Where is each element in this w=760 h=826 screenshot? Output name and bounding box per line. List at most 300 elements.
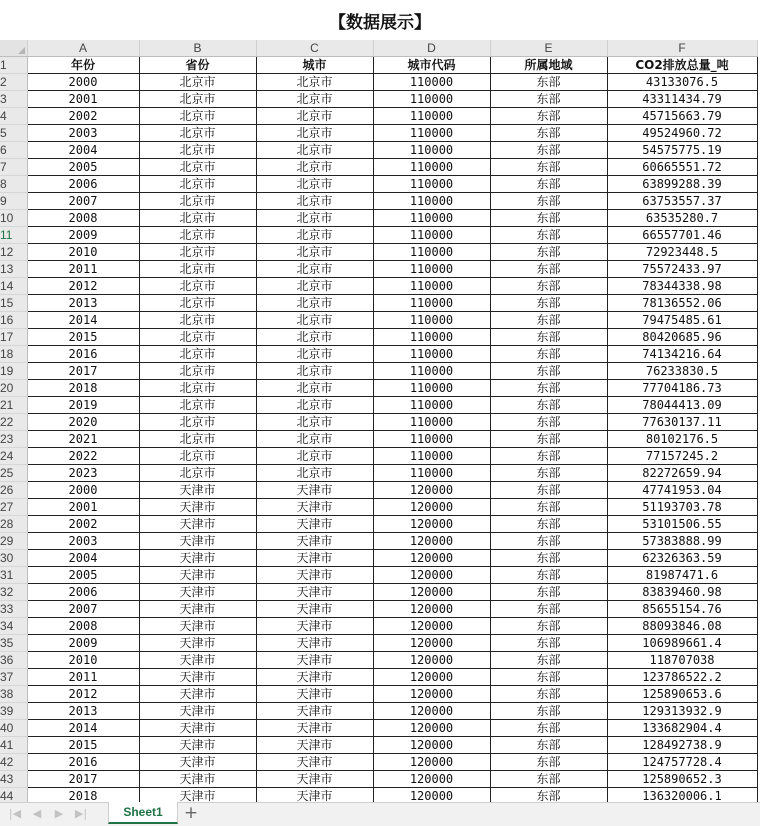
cell-city-code[interactable]: 110000: [373, 278, 490, 295]
cell-co2[interactable]: 53101506.55: [607, 516, 757, 533]
cell-year[interactable]: 2016: [27, 346, 139, 363]
cell-region[interactable]: 东部: [490, 108, 607, 125]
cell-year[interactable]: 2023: [27, 465, 139, 482]
cell-city[interactable]: 北京市: [256, 74, 373, 91]
cell-city[interactable]: 北京市: [256, 329, 373, 346]
cell-province[interactable]: 天津市: [139, 567, 256, 584]
cell-region[interactable]: 东部: [490, 465, 607, 482]
cell-city[interactable]: 北京市: [256, 176, 373, 193]
cell-province[interactable]: 天津市: [139, 788, 256, 803]
cell-city-code[interactable]: 110000: [373, 193, 490, 210]
cell-city-code[interactable]: 110000: [373, 397, 490, 414]
cell-co2[interactable]: 136320006.1: [607, 788, 757, 803]
cell-city-code[interactable]: 110000: [373, 312, 490, 329]
cell-city-code[interactable]: 110000: [373, 363, 490, 380]
cell-co2[interactable]: 78344338.98: [607, 278, 757, 295]
cell-province[interactable]: 北京市: [139, 278, 256, 295]
row-number[interactable]: 26: [0, 482, 27, 499]
cell-city-code[interactable]: 120000: [373, 618, 490, 635]
cell-city[interactable]: 天津市: [256, 686, 373, 703]
cell-region[interactable]: 东部: [490, 227, 607, 244]
cell-region[interactable]: 东部: [490, 652, 607, 669]
row-number[interactable]: 19: [0, 363, 27, 380]
cell-city-code[interactable]: 110000: [373, 244, 490, 261]
cell-city[interactable]: 北京市: [256, 312, 373, 329]
cell-co2[interactable]: 77630137.11: [607, 414, 757, 431]
cell-city-code[interactable]: 110000: [373, 448, 490, 465]
cell-region[interactable]: 东部: [490, 74, 607, 91]
cell-year[interactable]: 2008: [27, 618, 139, 635]
next-sheet-icon[interactable]: ▶: [54, 807, 64, 820]
cell-year[interactable]: 2001: [27, 499, 139, 516]
cell-city[interactable]: 北京市: [256, 159, 373, 176]
cell-year[interactable]: 2000: [27, 74, 139, 91]
row-number[interactable]: 34: [0, 618, 27, 635]
cell-city[interactable]: 天津市: [256, 618, 373, 635]
cell-province[interactable]: 天津市: [139, 499, 256, 516]
row-number[interactable]: 6: [0, 142, 27, 159]
row-number[interactable]: 4: [0, 108, 27, 125]
cell-city[interactable]: 天津市: [256, 703, 373, 720]
cell-co2[interactable]: 57383888.99: [607, 533, 757, 550]
row-number[interactable]: 42: [0, 754, 27, 771]
cell-co2[interactable]: 124757728.4: [607, 754, 757, 771]
cell-region[interactable]: 东部: [490, 414, 607, 431]
row-number[interactable]: 23: [0, 431, 27, 448]
cell-city-code[interactable]: 110000: [373, 176, 490, 193]
cell-city[interactable]: 天津市: [256, 584, 373, 601]
cell-region[interactable]: 东部: [490, 448, 607, 465]
cell-city-code[interactable]: 120000: [373, 754, 490, 771]
cell-region[interactable]: 东部: [490, 754, 607, 771]
cell-province[interactable]: 北京市: [139, 227, 256, 244]
row-number[interactable]: 5: [0, 125, 27, 142]
cell-city[interactable]: 北京市: [256, 414, 373, 431]
last-sheet-icon[interactable]: ▶|: [74, 807, 88, 820]
cell-year[interactable]: 2003: [27, 533, 139, 550]
spreadsheet-grid[interactable]: [0, 40, 760, 802]
select-all-corner[interactable]: [0, 40, 27, 57]
cell-city-code[interactable]: 120000: [373, 567, 490, 584]
cell-region[interactable]: 东部: [490, 431, 607, 448]
cell-region[interactable]: 东部: [490, 618, 607, 635]
cell-province[interactable]: 天津市: [139, 771, 256, 788]
cell-region[interactable]: 东部: [490, 788, 607, 803]
cell-province[interactable]: 北京市: [139, 431, 256, 448]
cell-year[interactable]: 2012: [27, 278, 139, 295]
cell-city-code[interactable]: 120000: [373, 601, 490, 618]
row-number[interactable]: 17: [0, 329, 27, 346]
cell-province[interactable]: 天津市: [139, 737, 256, 754]
cell-city[interactable]: 天津市: [256, 482, 373, 499]
cell-co2[interactable]: 60665551.72: [607, 159, 757, 176]
cell-co2[interactable]: 43311434.79: [607, 91, 757, 108]
cell-city[interactable]: 天津市: [256, 720, 373, 737]
cell-city[interactable]: 北京市: [256, 244, 373, 261]
column-header-a[interactable]: A: [27, 40, 139, 57]
cell-province[interactable]: 北京市: [139, 448, 256, 465]
row-number[interactable]: 32: [0, 584, 27, 601]
cell-city[interactable]: 北京市: [256, 193, 373, 210]
row-number[interactable]: 12: [0, 244, 27, 261]
cell-year[interactable]: 2001: [27, 91, 139, 108]
cell-city[interactable]: 北京市: [256, 227, 373, 244]
cell-city-code[interactable]: 120000: [373, 686, 490, 703]
row-number[interactable]: 35: [0, 635, 27, 652]
cell-year[interactable]: 2022: [27, 448, 139, 465]
cell-city[interactable]: 北京市: [256, 397, 373, 414]
cell-region[interactable]: 东部: [490, 737, 607, 754]
cell-province[interactable]: 天津市: [139, 550, 256, 567]
cell-region[interactable]: 东部: [490, 244, 607, 261]
row-number[interactable]: 43: [0, 771, 27, 788]
cell-co2[interactable]: 63535280.7: [607, 210, 757, 227]
row-number[interactable]: 16: [0, 312, 27, 329]
cell-region[interactable]: 东部: [490, 397, 607, 414]
cell-city[interactable]: 天津市: [256, 567, 373, 584]
row-number[interactable]: 10: [0, 210, 27, 227]
row-number[interactable]: 21: [0, 397, 27, 414]
cell-city-code[interactable]: 110000: [373, 210, 490, 227]
cell-co2[interactable]: 118707038: [607, 652, 757, 669]
cell-city-code[interactable]: 120000: [373, 652, 490, 669]
cell-city-code[interactable]: 110000: [373, 74, 490, 91]
cell-co2[interactable]: 76233830.5: [607, 363, 757, 380]
cell-co2[interactable]: 78136552.06: [607, 295, 757, 312]
cell-city-code[interactable]: 120000: [373, 550, 490, 567]
cell-city[interactable]: 北京市: [256, 210, 373, 227]
cell-city[interactable]: 北京市: [256, 261, 373, 278]
cell-year[interactable]: 2017: [27, 771, 139, 788]
cell-co2[interactable]: 47741953.04: [607, 482, 757, 499]
cell-province[interactable]: 北京市: [139, 176, 256, 193]
cell-province[interactable]: 北京市: [139, 380, 256, 397]
cell-city-code[interactable]: 120000: [373, 516, 490, 533]
row-number[interactable]: 39: [0, 703, 27, 720]
cell-year[interactable]: 2016: [27, 754, 139, 771]
cell-co2[interactable]: 63753557.37: [607, 193, 757, 210]
cell-province[interactable]: 北京市: [139, 363, 256, 380]
cell-co2[interactable]: 72923448.5: [607, 244, 757, 261]
cell-city[interactable]: 北京市: [256, 448, 373, 465]
cell-province[interactable]: 天津市: [139, 720, 256, 737]
cell-year[interactable]: 2014: [27, 720, 139, 737]
cell-city[interactable]: 天津市: [256, 737, 373, 754]
cell-city-code[interactable]: 120000: [373, 499, 490, 516]
cell-city-code[interactable]: 110000: [373, 295, 490, 312]
cell-year[interactable]: 2002: [27, 516, 139, 533]
cell-co2[interactable]: 80102176.5: [607, 431, 757, 448]
cell-co2[interactable]: 106989661.4: [607, 635, 757, 652]
cell-city-code[interactable]: 120000: [373, 720, 490, 737]
header-cell-region[interactable]: 所属地域: [490, 57, 607, 74]
row-number[interactable]: 29: [0, 533, 27, 550]
row-number[interactable]: 38: [0, 686, 27, 703]
cell-co2[interactable]: 49524960.72: [607, 125, 757, 142]
cell-city-code[interactable]: 120000: [373, 669, 490, 686]
row-number[interactable]: 11: [0, 227, 27, 244]
cell-city-code[interactable]: 110000: [373, 346, 490, 363]
cell-region[interactable]: 东部: [490, 703, 607, 720]
cell-city-code[interactable]: 110000: [373, 431, 490, 448]
cell-city-code[interactable]: 110000: [373, 159, 490, 176]
header-cell-city-code[interactable]: 城市代码: [373, 57, 490, 74]
cell-city-code[interactable]: 110000: [373, 261, 490, 278]
cell-city-code[interactable]: 120000: [373, 788, 490, 803]
cell-city[interactable]: 天津市: [256, 652, 373, 669]
row-number[interactable]: 24: [0, 448, 27, 465]
cell-city[interactable]: 天津市: [256, 601, 373, 618]
cell-region[interactable]: 东部: [490, 686, 607, 703]
cell-province[interactable]: 天津市: [139, 686, 256, 703]
row-number[interactable]: 36: [0, 652, 27, 669]
cell-co2[interactable]: 43133076.5: [607, 74, 757, 91]
cell-province[interactable]: 北京市: [139, 74, 256, 91]
cell-year[interactable]: 2014: [27, 312, 139, 329]
cell-year[interactable]: 2009: [27, 227, 139, 244]
cell-city[interactable]: 天津市: [256, 788, 373, 803]
cell-region[interactable]: 东部: [490, 142, 607, 159]
cell-province[interactable]: 天津市: [139, 482, 256, 499]
cell-year[interactable]: 2007: [27, 193, 139, 210]
cell-region[interactable]: 东部: [490, 533, 607, 550]
cell-city-code[interactable]: 120000: [373, 533, 490, 550]
cell-region[interactable]: 东部: [490, 363, 607, 380]
cell-province[interactable]: 北京市: [139, 244, 256, 261]
cell-province[interactable]: 北京市: [139, 397, 256, 414]
cell-year[interactable]: 2018: [27, 788, 139, 803]
row-number[interactable]: 20: [0, 380, 27, 397]
cell-region[interactable]: 东部: [490, 635, 607, 652]
cell-region[interactable]: 东部: [490, 499, 607, 516]
cell-province[interactable]: 北京市: [139, 312, 256, 329]
cell-region[interactable]: 东部: [490, 329, 607, 346]
cell-year[interactable]: 2006: [27, 176, 139, 193]
cell-province[interactable]: 北京市: [139, 159, 256, 176]
cell-year[interactable]: 2002: [27, 108, 139, 125]
cell-region[interactable]: 东部: [490, 261, 607, 278]
cell-city[interactable]: 北京市: [256, 278, 373, 295]
cell-year[interactable]: 2013: [27, 703, 139, 720]
header-cell-city[interactable]: 城市: [256, 57, 373, 74]
cell-city[interactable]: 天津市: [256, 533, 373, 550]
cell-city-code[interactable]: 120000: [373, 635, 490, 652]
cell-province[interactable]: 天津市: [139, 584, 256, 601]
cell-co2[interactable]: 66557701.46: [607, 227, 757, 244]
prev-sheet-icon[interactable]: ◀: [32, 807, 42, 820]
row-number[interactable]: 13: [0, 261, 27, 278]
cell-province[interactable]: 北京市: [139, 295, 256, 312]
cell-region[interactable]: 东部: [490, 91, 607, 108]
row-number[interactable]: 40: [0, 720, 27, 737]
cell-city-code[interactable]: 110000: [373, 329, 490, 346]
cell-co2[interactable]: 81987471.6: [607, 567, 757, 584]
cell-year[interactable]: 2018: [27, 380, 139, 397]
cell-region[interactable]: 东部: [490, 516, 607, 533]
cell-year[interactable]: 2011: [27, 669, 139, 686]
cell-province[interactable]: 北京市: [139, 329, 256, 346]
cell-province[interactable]: 北京市: [139, 142, 256, 159]
cell-co2[interactable]: 63899288.39: [607, 176, 757, 193]
cell-city-code[interactable]: 110000: [373, 91, 490, 108]
cell-city[interactable]: 天津市: [256, 771, 373, 788]
cell-region[interactable]: 东部: [490, 669, 607, 686]
cell-city[interactable]: 天津市: [256, 669, 373, 686]
cell-city-code[interactable]: 120000: [373, 584, 490, 601]
cell-region[interactable]: 东部: [490, 567, 607, 584]
cell-region[interactable]: 东部: [490, 482, 607, 499]
cell-year[interactable]: 2015: [27, 737, 139, 754]
cell-city[interactable]: 北京市: [256, 91, 373, 108]
header-cell-co2[interactable]: CO2排放总量_吨: [607, 57, 757, 74]
cell-city-code[interactable]: 110000: [373, 380, 490, 397]
cell-city[interactable]: 天津市: [256, 499, 373, 516]
first-sheet-icon[interactable]: |◀: [8, 807, 22, 820]
cell-co2[interactable]: 77704186.73: [607, 380, 757, 397]
cell-region[interactable]: 东部: [490, 380, 607, 397]
cell-year[interactable]: 2012: [27, 686, 139, 703]
row-number[interactable]: 27: [0, 499, 27, 516]
cell-city-code[interactable]: 110000: [373, 142, 490, 159]
row-number[interactable]: 18: [0, 346, 27, 363]
add-sheet-icon[interactable]: +: [183, 803, 199, 823]
cell-co2[interactable]: 85655154.76: [607, 601, 757, 618]
cell-region[interactable]: 东部: [490, 720, 607, 737]
cell-year[interactable]: 2008: [27, 210, 139, 227]
cell-year[interactable]: 2019: [27, 397, 139, 414]
cell-province[interactable]: 北京市: [139, 91, 256, 108]
cell-co2[interactable]: 77157245.2: [607, 448, 757, 465]
cell-province[interactable]: 北京市: [139, 261, 256, 278]
cell-province[interactable]: 天津市: [139, 516, 256, 533]
cell-city-code[interactable]: 120000: [373, 482, 490, 499]
cell-year[interactable]: 2010: [27, 244, 139, 261]
cell-co2[interactable]: 88093846.08: [607, 618, 757, 635]
cell-co2[interactable]: 129313932.9: [607, 703, 757, 720]
cell-city[interactable]: 北京市: [256, 125, 373, 142]
row-number[interactable]: 28: [0, 516, 27, 533]
cell-region[interactable]: 东部: [490, 125, 607, 142]
cell-year[interactable]: 2017: [27, 363, 139, 380]
cell-city[interactable]: 天津市: [256, 516, 373, 533]
cell-year[interactable]: 2013: [27, 295, 139, 312]
cell-region[interactable]: 东部: [490, 176, 607, 193]
cell-province[interactable]: 天津市: [139, 601, 256, 618]
cell-year[interactable]: 2011: [27, 261, 139, 278]
cell-year[interactable]: 2010: [27, 652, 139, 669]
cell-region[interactable]: 东部: [490, 346, 607, 363]
row-number[interactable]: 33: [0, 601, 27, 618]
cell-co2[interactable]: 79475485.61: [607, 312, 757, 329]
cell-city-code[interactable]: 110000: [373, 414, 490, 431]
column-header-f[interactable]: F: [607, 40, 757, 57]
row-number[interactable]: 25: [0, 465, 27, 482]
cell-year[interactable]: 2005: [27, 159, 139, 176]
row-number[interactable]: 1: [0, 57, 27, 74]
row-number[interactable]: 3: [0, 91, 27, 108]
cell-region[interactable]: 东部: [490, 210, 607, 227]
cell-city-code[interactable]: 120000: [373, 771, 490, 788]
row-number[interactable]: 2: [0, 74, 27, 91]
cell-region[interactable]: 东部: [490, 771, 607, 788]
cell-region[interactable]: 东部: [490, 312, 607, 329]
cell-city[interactable]: 北京市: [256, 380, 373, 397]
cell-province[interactable]: 天津市: [139, 618, 256, 635]
row-number[interactable]: 7: [0, 159, 27, 176]
cell-province[interactable]: 天津市: [139, 669, 256, 686]
cell-year[interactable]: 2015: [27, 329, 139, 346]
cell-co2[interactable]: 82272659.94: [607, 465, 757, 482]
cell-city[interactable]: 北京市: [256, 142, 373, 159]
cell-city-code[interactable]: 120000: [373, 737, 490, 754]
cell-co2[interactable]: 62326363.59: [607, 550, 757, 567]
cell-region[interactable]: 东部: [490, 159, 607, 176]
cell-province[interactable]: 天津市: [139, 754, 256, 771]
cell-city[interactable]: 北京市: [256, 363, 373, 380]
row-number[interactable]: 14: [0, 278, 27, 295]
cell-province[interactable]: 北京市: [139, 108, 256, 125]
header-cell-year[interactable]: 年份: [27, 57, 139, 74]
cell-co2[interactable]: 125890652.3: [607, 771, 757, 788]
cell-city-code[interactable]: 110000: [373, 108, 490, 125]
cell-province[interactable]: 天津市: [139, 533, 256, 550]
cell-province[interactable]: 北京市: [139, 193, 256, 210]
cell-region[interactable]: 东部: [490, 584, 607, 601]
cell-city[interactable]: 天津市: [256, 754, 373, 771]
cell-province[interactable]: 北京市: [139, 125, 256, 142]
cell-co2[interactable]: 123786522.2: [607, 669, 757, 686]
cell-year[interactable]: 2005: [27, 567, 139, 584]
cell-year[interactable]: 2003: [27, 125, 139, 142]
cell-region[interactable]: 东部: [490, 550, 607, 567]
row-number[interactable]: 15: [0, 295, 27, 312]
cell-city-code[interactable]: 110000: [373, 227, 490, 244]
row-number[interactable]: 9: [0, 193, 27, 210]
cell-city-code[interactable]: 110000: [373, 125, 490, 142]
cell-province[interactable]: 北京市: [139, 346, 256, 363]
cell-province[interactable]: 北京市: [139, 210, 256, 227]
column-header-b[interactable]: B: [139, 40, 256, 57]
cell-year[interactable]: 2004: [27, 142, 139, 159]
cell-city[interactable]: 天津市: [256, 550, 373, 567]
cell-co2[interactable]: 45715663.79: [607, 108, 757, 125]
header-cell-province[interactable]: 省份: [139, 57, 256, 74]
cell-province[interactable]: 天津市: [139, 635, 256, 652]
cell-co2[interactable]: 74134216.64: [607, 346, 757, 363]
cell-year[interactable]: 2006: [27, 584, 139, 601]
cell-city[interactable]: 北京市: [256, 431, 373, 448]
cell-co2[interactable]: 83839460.98: [607, 584, 757, 601]
cell-co2[interactable]: 125890653.6: [607, 686, 757, 703]
cell-year[interactable]: 2009: [27, 635, 139, 652]
row-number[interactable]: 44: [0, 788, 27, 803]
cell-year[interactable]: 2000: [27, 482, 139, 499]
cell-co2[interactable]: 133682904.4: [607, 720, 757, 737]
row-number[interactable]: 31: [0, 567, 27, 584]
cell-region[interactable]: 东部: [490, 193, 607, 210]
cell-city[interactable]: 北京市: [256, 465, 373, 482]
cell-city-code[interactable]: 110000: [373, 465, 490, 482]
cell-co2[interactable]: 128492738.9: [607, 737, 757, 754]
cell-province[interactable]: 北京市: [139, 414, 256, 431]
cell-city-code[interactable]: 120000: [373, 703, 490, 720]
cell-region[interactable]: 东部: [490, 278, 607, 295]
row-number[interactable]: 8: [0, 176, 27, 193]
row-number[interactable]: 41: [0, 737, 27, 754]
cell-co2[interactable]: 54575775.19: [607, 142, 757, 159]
cell-co2[interactable]: 78044413.09: [607, 397, 757, 414]
cell-province[interactable]: 北京市: [139, 465, 256, 482]
